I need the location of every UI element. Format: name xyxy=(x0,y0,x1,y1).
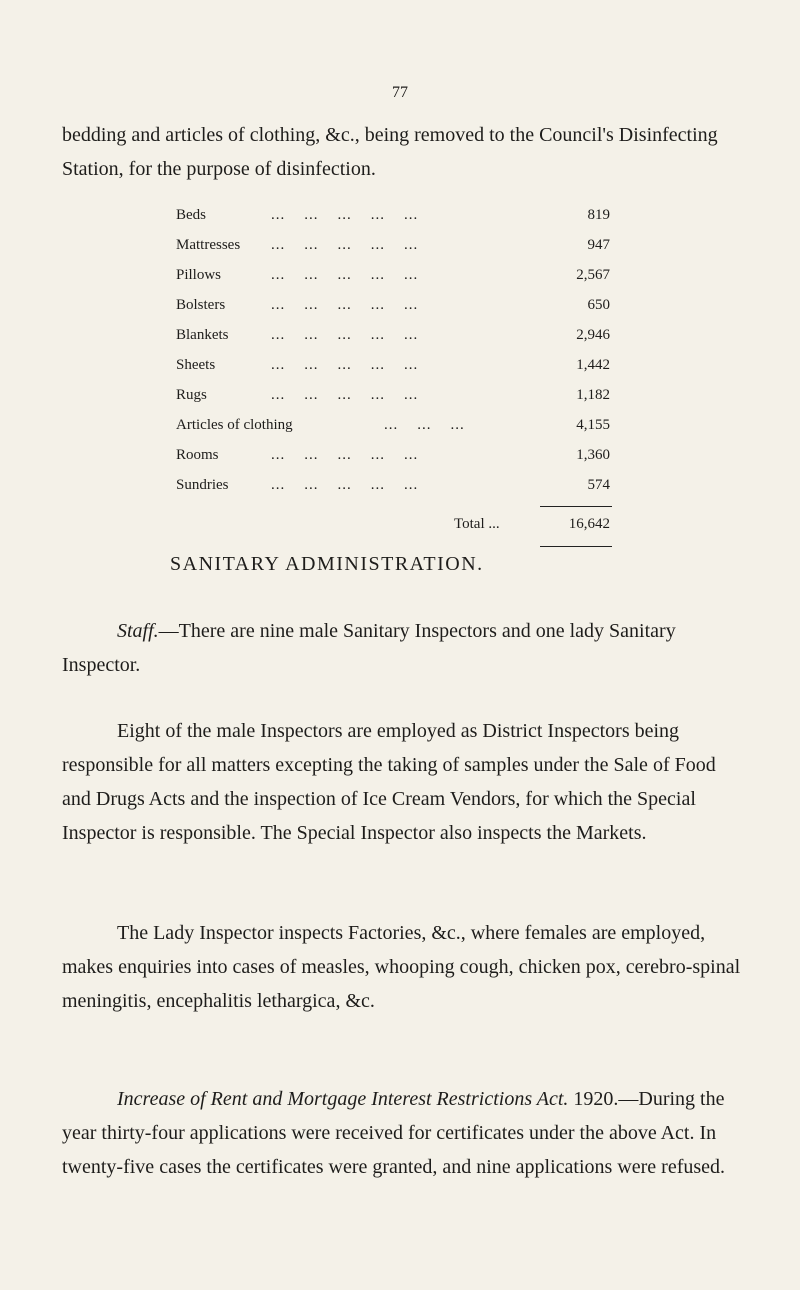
row-label: Beds xyxy=(176,207,206,223)
lady-inspector-paragraph xyxy=(62,916,742,1018)
table-row xyxy=(176,350,616,380)
row-label: Sundries xyxy=(176,477,229,493)
leader-dots: ... ... ... ... ... xyxy=(271,237,419,253)
table-row xyxy=(176,290,616,320)
lady-inspector-text: The Lady Inspector inspects Factories, &c., where females are employed, makes enquiries into cases of measles, whooping cough, chicken pox, cerebro-spinal meningitis, encephalitis lethargica, &c. xyxy=(62,922,741,1012)
leader-dots: ... ... ... ... ... xyxy=(271,327,419,343)
leader-dots: ... ... ... ... ... xyxy=(271,387,419,403)
table-row xyxy=(176,320,616,350)
leader-dots: ... ... ... ... ... xyxy=(271,207,419,223)
row-value: 947 xyxy=(587,237,610,253)
total-rule-bottom xyxy=(540,546,612,547)
staff-paragraph xyxy=(62,614,742,682)
leader-dots: ... ... ... ... ... xyxy=(271,357,419,373)
leader-dots: ... ... ... xyxy=(384,417,465,433)
table-row xyxy=(176,380,616,410)
table-row xyxy=(176,230,616,260)
total-row xyxy=(176,506,616,542)
table-row xyxy=(176,470,616,500)
row-label: Sheets xyxy=(176,357,216,373)
row-value: 650 xyxy=(587,297,610,313)
row-value: 1,182 xyxy=(576,387,610,403)
row-value: 2,946 xyxy=(576,327,610,343)
row-label: Rooms xyxy=(176,447,219,463)
leader-dots: ... ... ... ... ... xyxy=(271,447,419,463)
table-row xyxy=(176,410,616,440)
row-value: 4,155 xyxy=(576,417,610,433)
row-value: 819 xyxy=(587,207,610,223)
rent-act-lead: Increase of Rent and Mortgage Interest Restrictions Act. xyxy=(117,1088,569,1110)
staff-lead: Staff. xyxy=(117,620,159,642)
leader-dots: ... ... ... ... ... xyxy=(271,297,419,313)
staff-text: —There are nine male Sanitary Inspectors and one lady Sanitary Inspector. xyxy=(62,620,676,676)
table-row xyxy=(176,200,616,230)
intro-paragraph: bedding and articles of clothing, &c., being removed to the Council's Disinfecting Station, for the purpose of disinfection. xyxy=(62,124,718,180)
district-inspectors-paragraph xyxy=(62,714,742,850)
leader-dots: ... ... ... ... ... xyxy=(271,477,419,493)
table-row xyxy=(176,260,616,290)
row-value: 1,442 xyxy=(576,357,610,373)
row-label: Articles of clothing xyxy=(176,417,293,433)
leader-dots: ... ... ... ... ... xyxy=(271,267,419,283)
row-label: Bolsters xyxy=(176,297,226,313)
row-label: Rugs xyxy=(176,387,207,403)
page-number: 77 xyxy=(392,84,408,101)
row-label: Blankets xyxy=(176,327,229,343)
table-row xyxy=(176,440,616,470)
district-inspectors-text: Eight of the male Inspectors are employed as District Inspectors being responsible for all matters excepting the taking of samples under the Sale of Food and Drugs Acts and the inspection of Ice Cream Vendors, for which the Special Inspector is responsible. The Special Inspector also inspects the Markets. xyxy=(62,720,716,844)
row-value: 2,567 xyxy=(576,267,610,283)
row-value: 574 xyxy=(587,477,610,493)
total-value: 16,642 xyxy=(568,516,610,532)
section-heading: SANITARY ADMINISTRATION. xyxy=(170,553,484,575)
rent-act-text: 1920.—During the year thirty-four applications were received for certificates under the above Act. In twenty-five cases the certificates were granted, and nine applications were refused. xyxy=(62,1088,726,1178)
row-value: 1,360 xyxy=(576,447,610,463)
row-label: Pillows xyxy=(176,267,222,283)
rent-act-paragraph xyxy=(62,1082,742,1184)
disinfection-table xyxy=(176,200,616,542)
total-label: Total ... xyxy=(454,516,500,532)
row-label: Mattresses xyxy=(176,237,241,253)
